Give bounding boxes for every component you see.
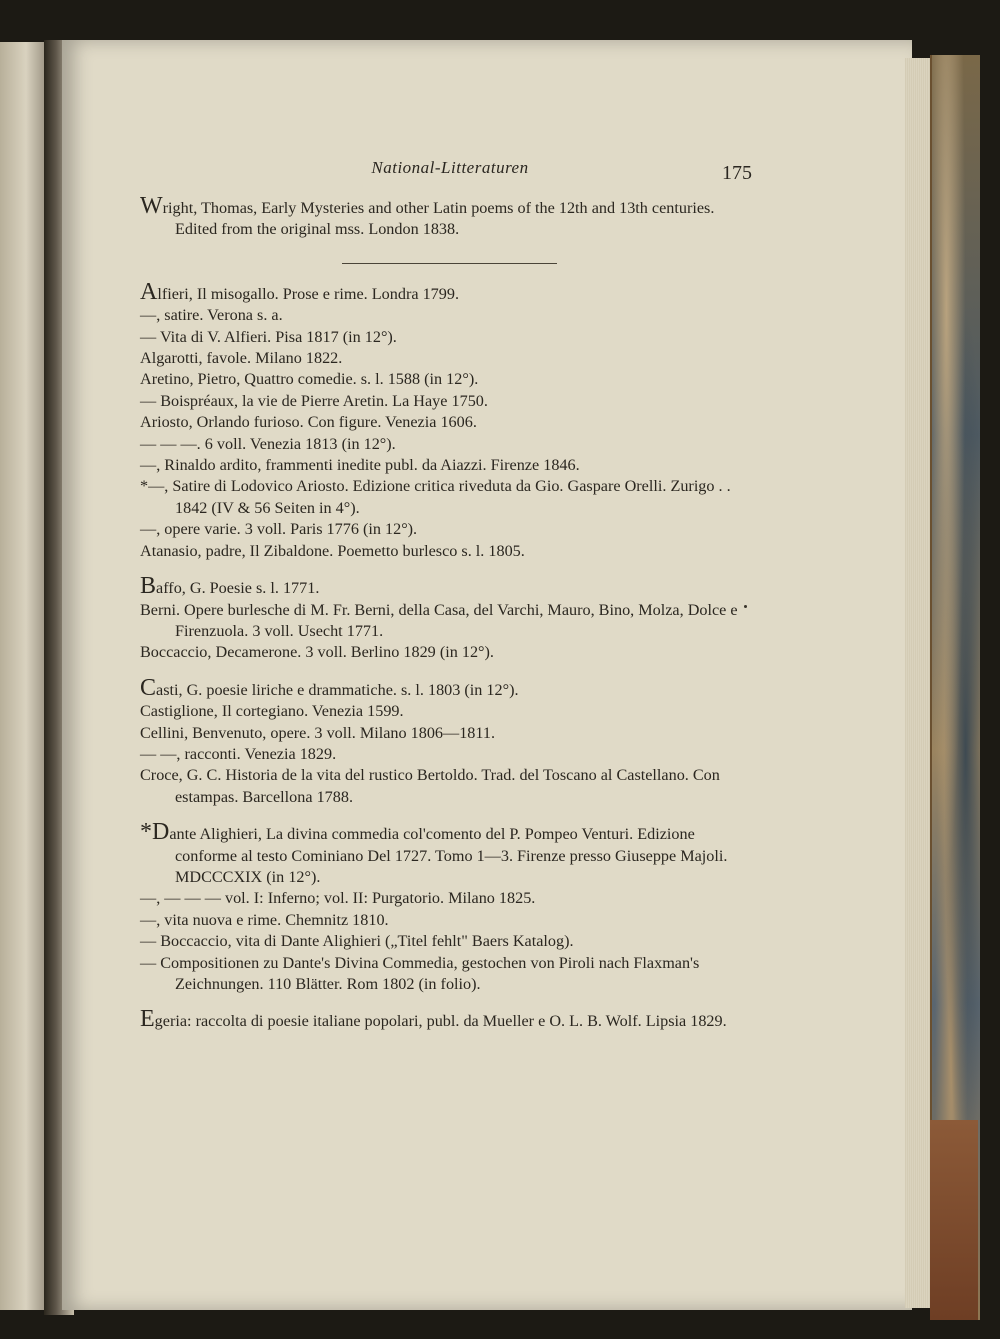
list-item: — — —. 6 voll. Venezia 1813 (in 12°).	[140, 434, 396, 453]
group-a	[140, 278, 760, 562]
list-item: —, satire. Verona s. a.	[140, 306, 283, 325]
list-item: —, — — — vol. I: Inferno; vol. II: Purgatorio. Milano 1825.	[140, 889, 536, 908]
list-item: — —, racconti. Venezia 1829.	[140, 744, 337, 763]
list-item: Egeria: raccolta di poesie italiane popolari, publ. da Mueller e O. L. B. Wolf. Lipsia 1829.	[140, 1006, 727, 1033]
list-item: — Vita di V. Alfieri. Pisa 1817 (in 12°).	[140, 327, 397, 346]
list-item: —, opere varie. 3 voll. Paris 1776 (in 12°).	[140, 520, 418, 539]
list-item: — Compositionen zu Dante's Divina Commedia, gestochen von Piroli nach Flaxman's Zeichnungen. 110 Blätter. Rom 1802 (in folio).	[140, 953, 700, 993]
list-item: Castiglione, Il cortegiano. Venezia 1599.	[140, 702, 404, 721]
bibliography-body	[140, 193, 760, 1033]
list-item: Casti, G. poesie liriche e drammatiche. s. l. 1803 (in 12°).	[140, 674, 519, 701]
entry-wright: Wright, Thomas, Early Mysteries and other Latin poems of the 12th and 13th centuries. Edited from the original mss. London 1838.	[140, 193, 715, 239]
section-divider	[342, 263, 557, 264]
list-item: Baffo, G. Poesie s. l. 1771.	[140, 573, 320, 600]
group-d	[140, 819, 760, 995]
group-c	[140, 674, 760, 808]
list-item: —, vita nuova e rime. Chemnitz 1810.	[140, 910, 389, 929]
list-item: —, Rinaldo ardito, frammenti inedite publ. da Aiazzi. Firenze 1846.	[140, 456, 580, 475]
list-item: Ariosto, Orlando furioso. Con figure. Venezia 1606.	[140, 413, 477, 432]
list-item: Aretino, Pietro, Quattro comedie. s. l. 1588 (in 12°).	[140, 370, 479, 389]
group-b	[140, 573, 760, 664]
group-e	[140, 1006, 760, 1033]
running-head: National-Litteraturen	[371, 158, 529, 177]
list-item: — Boispréaux, la vie de Pierre Aretin. La Haye 1750.	[140, 391, 488, 410]
leather-cover-corner	[930, 1120, 978, 1320]
list-item: — Boccaccio, vita di Dante Alighieri („Titel fehlt" Baers Katalog).	[140, 932, 574, 951]
list-item: Atanasio, padre, Il Zibaldone. Poemetto burlesco s. l. 1805.	[140, 541, 525, 560]
list-item: Alfieri, Il misogallo. Prose e rime. Londra 1799.	[140, 278, 459, 305]
list-item: Boccaccio, Decamerone. 3 voll. Berlino 1829 (in 12°).	[140, 643, 494, 662]
list-item: Cellini, Benvenuto, opere. 3 voll. Milano 1806—1811.	[140, 723, 496, 742]
list-item: Croce, G. C. Historia de la vita del rustico Bertoldo. Trad. del Toscano al Castellano. Con estampas. Barcellona 1788.	[140, 766, 720, 806]
list-item: *—, Satire di Lodovico Ariosto. Edizione critica riveduta da Gio. Gaspare Orelli. Zurigo . . 1842 (IV & 56 Seiten in 4°).	[140, 477, 731, 517]
list-item: Algarotti, favole. Milano 1822.	[140, 349, 343, 368]
page-number: 175	[722, 162, 752, 184]
list-item: *Dante Alighieri, La divina commedia col'comento del P. Pompeo Venturi. Edizione conforme al testo Cominiano Del 1727. Tomo 1—3. Firenze presso Giuseppe Majoli. MDCCCXIX (in 12°).	[140, 819, 728, 886]
list-item: Berni. Opere burlesche di M. Fr. Berni, della Casa, del Varchi, Mauro, Bino, Molza, Dolce e Firenzuola. 3 voll. Usecht 1771.	[140, 600, 738, 640]
